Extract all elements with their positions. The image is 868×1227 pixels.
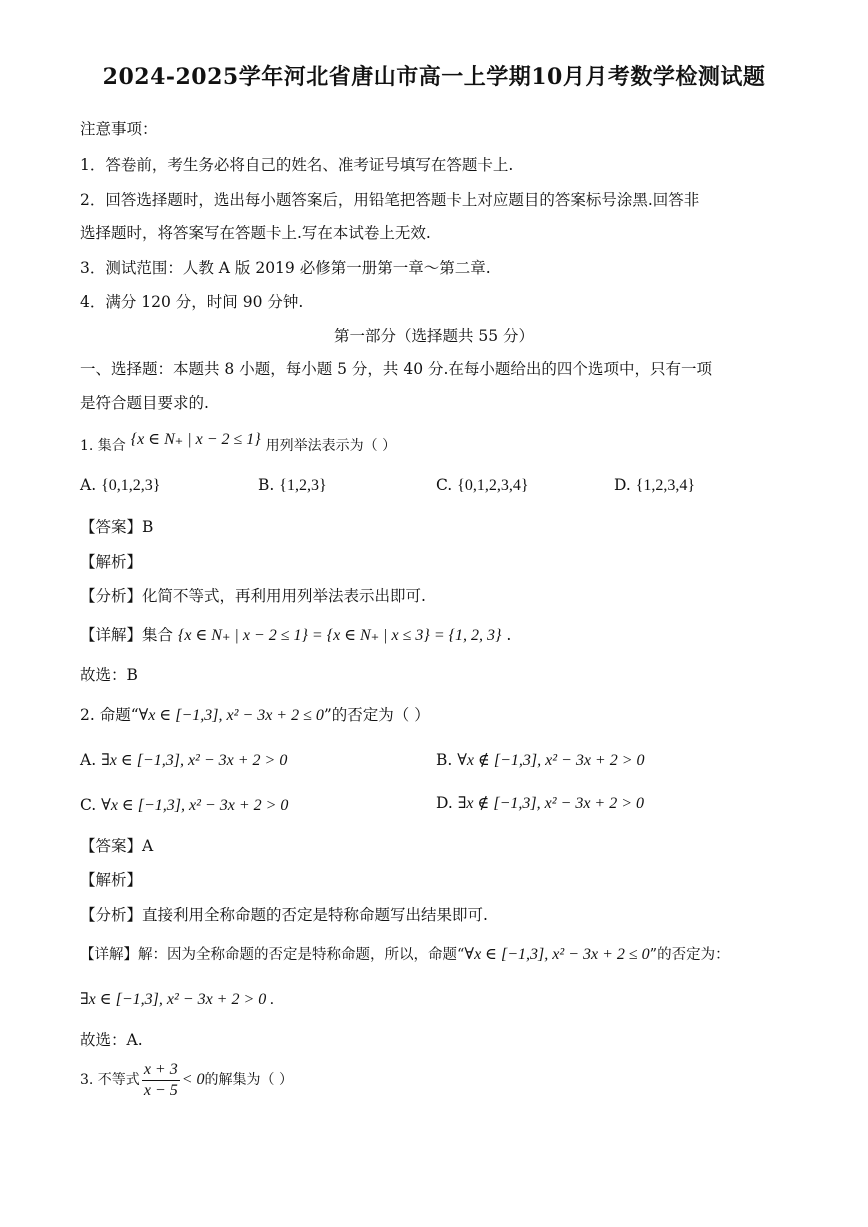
notice-item-3: 3．测试范围：人教 A 版 2019 必修第一册第一章～第二章. bbox=[80, 259, 491, 277]
option-value: {1,2,3,4} bbox=[635, 477, 696, 494]
option-value: ∃x ∉ [−1,3], x² − 3x + 2 > 0 bbox=[457, 795, 645, 812]
question-2 bbox=[80, 704, 800, 727]
notice-heading: 注意事项： bbox=[80, 120, 158, 138]
q2-option-a bbox=[80, 750, 287, 770]
q1-answer: 【答案】B bbox=[80, 518, 154, 536]
section-instruction-1: 一、选择题：本题共 8 小题，每小题 5 分，共 40 分.在每小题给出的四个选项中，只有一项 bbox=[80, 360, 712, 378]
option-value: ∀x ∉ [−1,3], x² − 3x + 2 > 0 bbox=[457, 752, 645, 769]
part1-heading: 第一部分（选择题共 55 分） bbox=[333, 327, 535, 345]
q2-option-c bbox=[80, 795, 288, 815]
option-label: A. bbox=[80, 751, 97, 769]
q2-prefix: 2. 命题“ bbox=[80, 706, 139, 724]
q3-fraction bbox=[142, 1060, 180, 1101]
section-instruction-2: 是符合题目要求的. bbox=[80, 394, 209, 412]
notice-item-1: 1．答卷前，考生务必将自己的姓名、准考证号填写在答题卡上. bbox=[80, 156, 514, 174]
notice-item-2: 2．回答选择题时，选出每小题答案后，用铅笔把答题卡上对应题目的答案标号涂黑.回答非 bbox=[80, 191, 700, 209]
q2-suffix: ”的否定为（ ） bbox=[323, 706, 430, 724]
option-label: D. bbox=[436, 794, 453, 812]
detail-prefix: 【详解】解：因为全称命题的否定是特称命题，所以，命题“ bbox=[80, 947, 465, 963]
q2-analysis: 【分析】直接利用全称命题的否定是特称命题写出结果即可. bbox=[80, 906, 488, 924]
q1-option-b bbox=[258, 476, 327, 495]
notice-item-4: 4．满分 120 分，时间 90 分钟. bbox=[80, 293, 304, 311]
q1-analysis: 【分析】化简不等式，再利用用列举法表示出即可. bbox=[80, 587, 426, 605]
option-value: {1,2,3} bbox=[279, 477, 327, 494]
detail-result: ∃x ∈ [−1,3], x² − 3x + 2 > 0 . bbox=[80, 991, 275, 1008]
detail-math: {x ∈ N₊ | x − 2 ≤ 1} = {x ∈ N₊ | x ≤ 3} = {1, 2, 3} bbox=[177, 627, 502, 644]
page-title: 2024-2025学年河北省唐山市高一上学期10月月考数学检测试题 bbox=[102, 64, 766, 90]
q2-detail bbox=[80, 944, 800, 966]
q2-statement: ∀x ∈ [−1,3], x² − 3x + 2 ≤ 0 bbox=[138, 707, 324, 724]
question-3 bbox=[80, 1056, 800, 1103]
q1-choose: 故选：B bbox=[80, 666, 138, 684]
q2-option-b bbox=[436, 750, 645, 770]
option-value: ∀x ∈ [−1,3], x² − 3x + 2 > 0 bbox=[101, 797, 289, 814]
detail-suffix: . bbox=[506, 626, 512, 644]
q1-option-d bbox=[614, 476, 695, 495]
q1-analysis-heading: 【解析】 bbox=[80, 553, 143, 571]
q1-option-a bbox=[80, 476, 160, 495]
q3-suffix: 的解集为（ ） bbox=[204, 1072, 293, 1088]
q2-analysis-heading: 【解析】 bbox=[80, 871, 143, 889]
q2-answer: 【答案】A bbox=[80, 837, 154, 855]
q1-suffix: 用列举法表示为（ ） bbox=[265, 438, 397, 454]
option-label: B. bbox=[436, 751, 453, 769]
q2-choose: 故选：A. bbox=[80, 1031, 143, 1049]
option-label: A. bbox=[80, 476, 97, 494]
q1-detail bbox=[80, 624, 800, 647]
option-value: ∃x ∈ [−1,3], x² − 3x + 2 > 0 bbox=[101, 752, 288, 769]
option-value: {0,1,2,3,4} bbox=[457, 477, 529, 494]
option-label: C. bbox=[80, 796, 97, 814]
detail-statement: ∀x ∈ [−1,3], x² − 3x + 2 ≤ 0 bbox=[464, 946, 650, 963]
q1-prefix: 1. 集合 bbox=[80, 438, 126, 454]
q3-prefix: 3. 不等式 bbox=[80, 1072, 140, 1088]
q3-relation: < 0 bbox=[181, 1071, 205, 1088]
q3-denominator: x − 5 bbox=[143, 1081, 178, 1099]
notice-item-2-cont: 选择题时，将答案写在答题卡上.写在本试卷上无效. bbox=[80, 224, 431, 242]
q2-option-d bbox=[436, 793, 644, 813]
question-1 bbox=[80, 431, 800, 457]
q3-numerator: x + 3 bbox=[142, 1060, 180, 1081]
detail-suffix: ”的否定为： bbox=[649, 947, 730, 963]
option-label: D. bbox=[614, 476, 631, 494]
q1-option-c bbox=[436, 476, 529, 495]
option-label: B. bbox=[258, 476, 275, 494]
option-label: C. bbox=[436, 476, 453, 494]
q1-set: {x ∈ N₊ | x − 2 ≤ 1} bbox=[130, 431, 261, 448]
detail-prefix: 【详解】集合 bbox=[80, 626, 174, 644]
option-value: {0,1,2,3} bbox=[101, 477, 161, 494]
q2-detail-result bbox=[80, 988, 800, 1011]
